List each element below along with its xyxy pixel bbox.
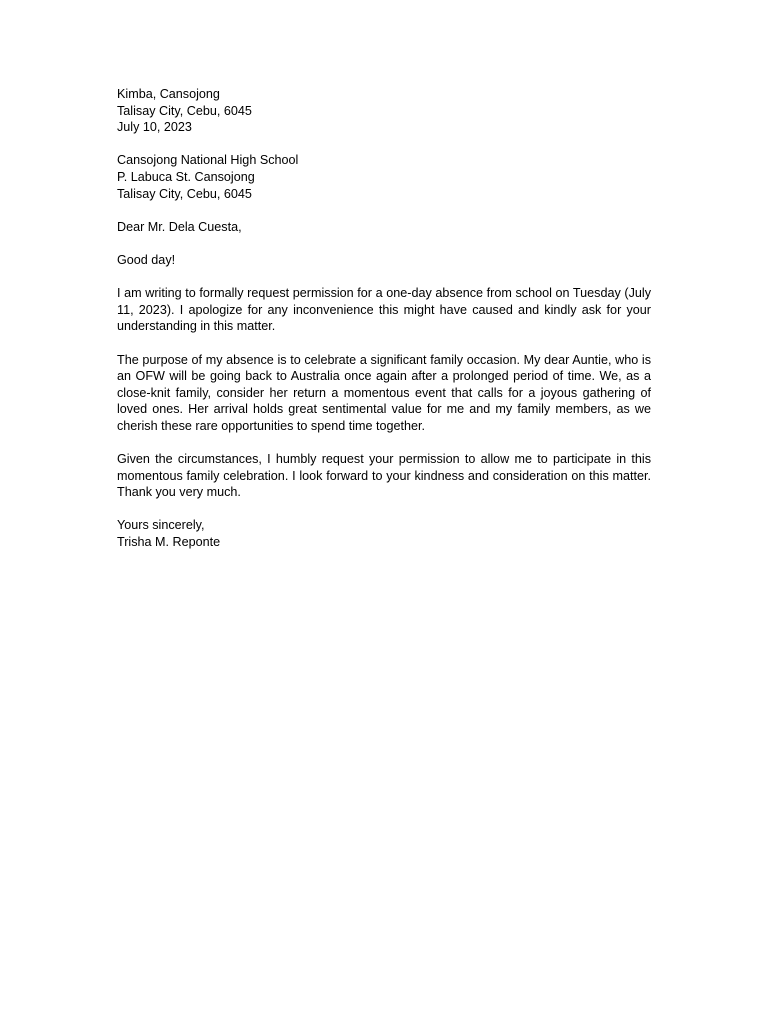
valediction: Yours sincerely, bbox=[117, 518, 205, 533]
letter-body bbox=[117, 86, 651, 567]
salutation: Dear Mr. Dela Cuesta, bbox=[117, 219, 242, 234]
greeting: Good day! bbox=[117, 252, 176, 267]
letter-date: July 10, 2023 bbox=[117, 120, 192, 135]
sender-address bbox=[117, 86, 651, 136]
sender-line-2: Talisay City, Cebu, 6045 bbox=[117, 103, 252, 118]
paragraph-request: I am writing to formally request permission for a one-day absence from school on Tuesday (July 11, 2023). I apologize for any inconvenience this might have caused and kindly ask for your understanding in this matter. bbox=[117, 286, 651, 334]
paragraph-closing-request: Given the circumstances, I humbly request your permission to allow me to participate in this momentous family celebration. I look forward to your kindness and consideration on this matter. Thank you very much. bbox=[117, 452, 651, 500]
recipient-line-2: P. Labuca St. Cansojong bbox=[117, 169, 255, 184]
signature-name: Trisha M. Reponte bbox=[117, 535, 221, 550]
closing-block bbox=[117, 517, 651, 550]
recipient-address bbox=[117, 152, 651, 202]
recipient-line-3: Talisay City, Cebu, 6045 bbox=[117, 186, 252, 201]
paragraph-purpose: The purpose of my absence is to celebrate a significant family occasion. My dear Auntie, who is an OFW will be going back to Australia once again after a prolonged period of time. We, as a close-knit family, consider her return a momentous event that calls for a joyous gathering of loved ones. Her arrival holds great sentimental value for me and my family members, as we cherish these rare opportunities to spend time together. bbox=[117, 352, 651, 433]
sender-line-1: Kimba, Cansojong bbox=[117, 87, 220, 101]
recipient-line-1: Cansojong National High School bbox=[117, 153, 299, 168]
